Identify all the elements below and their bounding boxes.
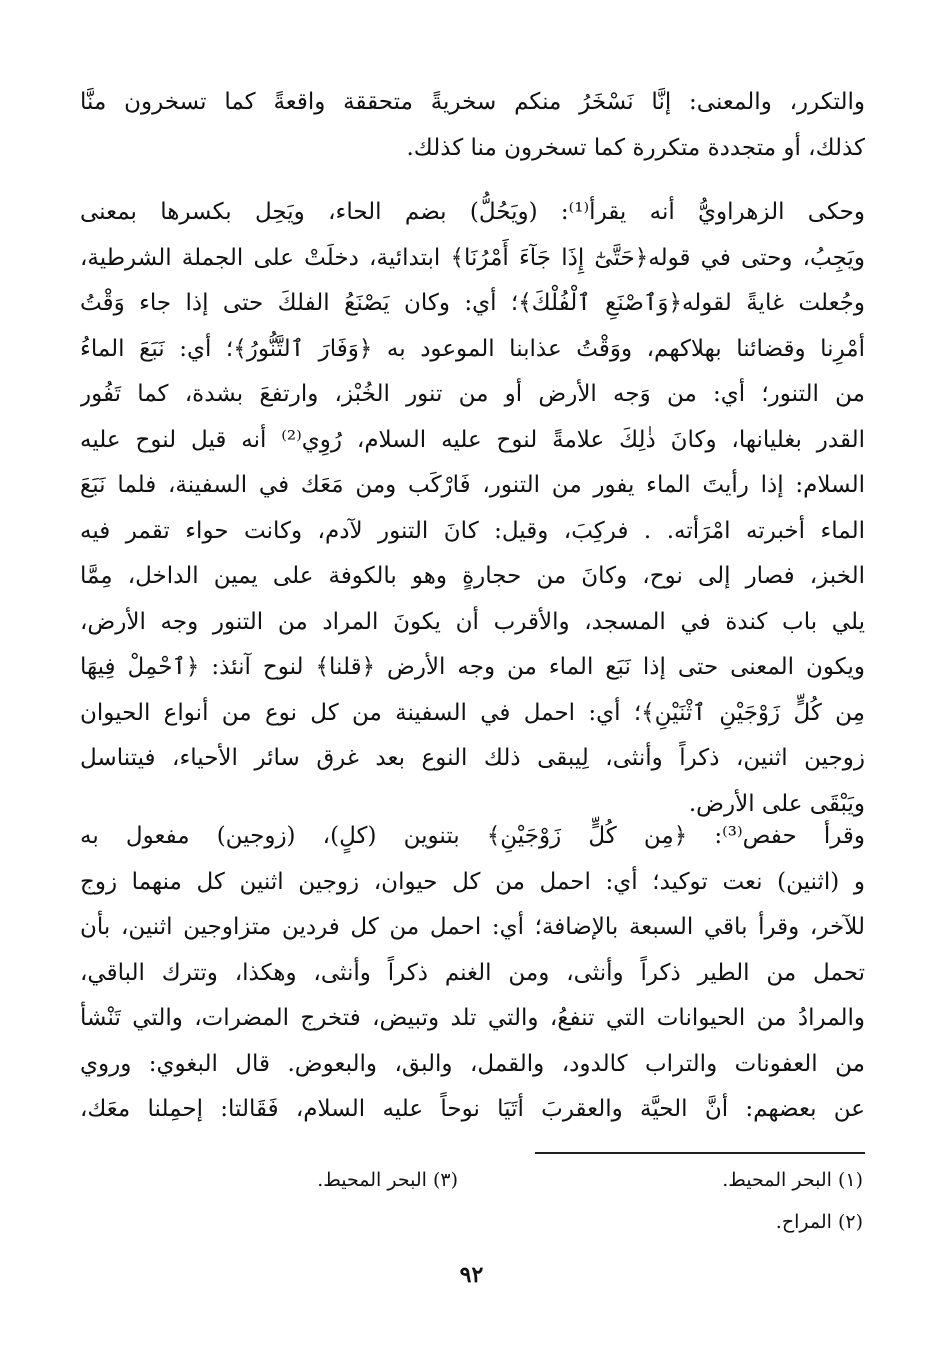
text-line: القدر بغليانها، وكانَ ذٰلِكَ علامةً لنوح عليه السلام، رُوِي⁽²⁾ أنه قيل لنوح عليه	[80, 426, 865, 453]
text-line: وجُعلت غايةً لقوله﴿وَٱصْنَعِ ٱلْفُلْكَ﴾؛ أي: وكان يَصْنَعُ الفلكَ حتى إذا جاء وَقْتُ	[80, 290, 865, 316]
text-line: ويَبْقَى على الأرض.	[688, 790, 865, 817]
text-line: كذلك، أو متجددة متكررة كما تسخرون منا كذلك.	[406, 134, 865, 161]
footnote-3: (٣) البحر المحيط.	[317, 1169, 458, 1191]
text-line: و (اثنين) نعت توكيد؛ أي: احمل من كل حيوان، زوجين اثنين كل منهما زوج	[80, 868, 865, 895]
text-line: والتكرر، والمعنى: إنَّا نَسْخَرُ منكم سخريةً متحققة واقعةً كما تسخرون منَّا	[80, 89, 865, 115]
text-line: الماء أخبرته امْرَأته. . فركِبَ، وقيل: كانَ التنور لآدم، وكانت حواء تقمر فيه	[80, 517, 865, 544]
text-line: وقرأ حفص⁽³⁾: ﴿مِن كُلٍّ زَوْجَيْنِ﴾ بتنوين (كلٍ)، (زوجين) مفعول به	[80, 823, 865, 849]
text-line: ويَجِبُ، وحتى في قوله﴿حَتَّىٰٓ إِذَا جَآءَ أَمْرُنَا﴾ ابتدائية، دخلَتْ على الجملة الشرطية،	[80, 244, 865, 271]
text-line: للآخر، وقرأ باقي السبعة بالإضافة؛ أي: احمل من كل فردين متزاوجين اثنين، بأن	[80, 914, 865, 940]
text-line: تحمل من الطير ذكراً وأنثى، ومن الغنم ذكراً وأنثى، وهكذا، وتترك الباقي،	[80, 959, 865, 986]
text-line: يلي باب كندة في المسجد، والأقرب أن يكونَ المراد من التنور وجه الأرض،	[80, 608, 865, 635]
footnote-2: (٢) المراح.	[775, 1211, 863, 1233]
text-line: زوجين اثنين، ذكراً وأنثى، لِيبقى ذلك النوع بعد غرق سائر الأحياء، فيتناسل	[80, 745, 865, 771]
text-line: مِن كُلٍّ زَوْجَيْنِ ٱثْنَيْنِ﴾؛ أي: احمل في السفينة من كل نوع من أنواع الحيوان	[80, 699, 865, 726]
text-line: أمْرِنا وقضائنا بهلاكهم، ووَقْتُ عذابنا الموعود به ﴿وَفَارَ ٱلتَّنُّورُ﴾؛ أي: نَبَعَ الماءُ	[80, 335, 865, 362]
paragraph-2	[80, 190, 865, 827]
text-line: وحكى الزهراويُّ أنه يقرأ⁽¹⁾: (ويَحُلُّ) بضم الحاء، ويَحِل بكسرها بمعنى	[80, 199, 865, 225]
text-line: ويكون المعنى حتى إذا نَبَع الماء من وجه الأرض ﴿قلنا﴾ لنوح آنئذ: ﴿ٱحْمِلْ فِيهَا	[80, 654, 865, 680]
paragraph-3	[80, 814, 865, 1133]
text-line: السلام: إذا رأيتَ الماء يفور من التنور، فَارْكَب ومن مَعَك في السفينة، فلما نَبَعَ	[80, 472, 865, 498]
text-line: عن بعضهم: أنَّ الحيَّة والعقربَ أتَيَا نوحاً عليه السلام، فَقَالتا: إحمِلنا معَك،	[80, 1096, 865, 1122]
footnote-separator	[535, 1152, 865, 1154]
footnote-1: (١) البحر المحيط.	[722, 1169, 863, 1191]
text-line: والمرادُ من الحيوانات التي تنفعُ، والتي تلد وتبيض، فتخرج المضرات، والتي تَنْشأ	[80, 1005, 865, 1031]
text-line: الخبز، فصار إلى نوح، وكانَ من حجارةٍ وهو بالكوفة على يمين الداخل، مِمَّا	[80, 563, 865, 589]
paragraph-1	[80, 80, 865, 171]
text-line: من العفونات والتراب كالدود، والقمل، والبق، والبعوض. قال البغوي: وروي	[80, 1050, 865, 1077]
text-line: من التنور؛ أي: من وَجه الأرض أو من تنور الخُبْز، وارتفعَ بشدة، كما تَفُور	[80, 381, 865, 407]
page-number: ٩٢	[459, 1262, 484, 1288]
